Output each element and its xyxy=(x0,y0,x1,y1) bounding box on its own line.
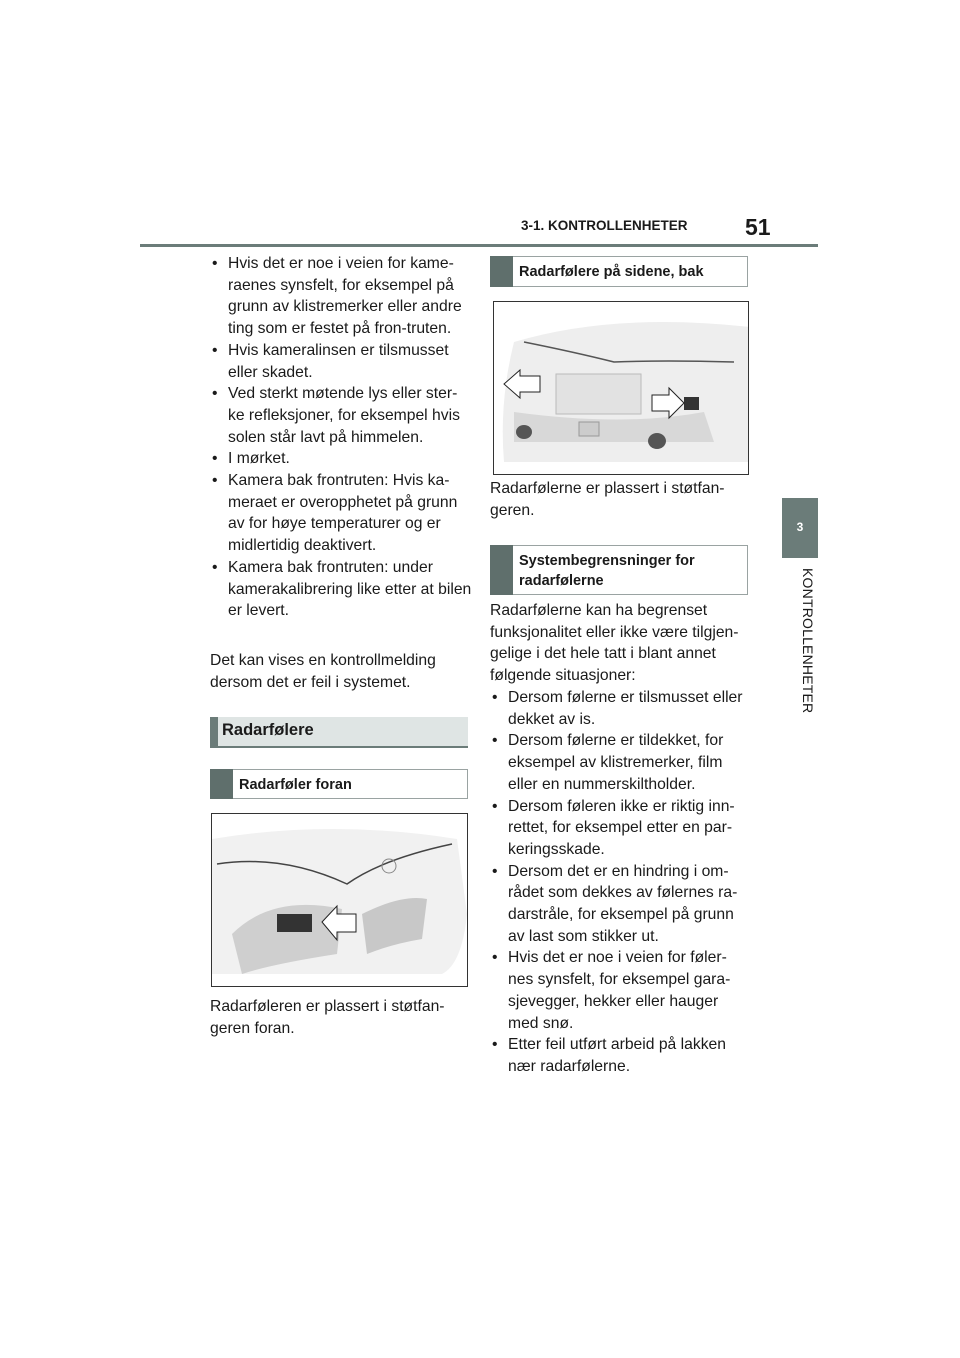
subheading-text: Systembegrensninger for radarfølerne xyxy=(519,553,695,589)
section-title: 3-1. KONTROLLENHETER xyxy=(521,218,688,233)
list-item: • Hvis kameralinsen er tilsmusset eller skadet. xyxy=(210,340,472,383)
paragraph: Radarfølerne kan ha begrenset funksjonalitet eller ikke være tilgjen-gelige i det hele tatt i blant annet følgende situasjoner: xyxy=(490,602,739,685)
list-item: • Dersom følerne er tilsmusset eller dekket av is. xyxy=(490,687,752,730)
list-item: • Dersom følerne er tildekket, for eksempel av klistremerker, film eller en nummerskiltholder. xyxy=(490,730,752,795)
list-item: • Hvis det er noe i veien for kame-raenes synsfelt, for eksempel på grunn av klistremerker eller andre ting som er festet på fron-truten. xyxy=(210,253,472,340)
section-heading xyxy=(210,717,468,748)
subheading-text: Radarfølere på sidene, bak xyxy=(519,264,704,280)
camera-limitations-list xyxy=(210,253,472,622)
chapter-tab-label: KONTROLLENHETER xyxy=(800,568,816,714)
subheading xyxy=(490,256,748,287)
front-radar-illustration xyxy=(211,813,468,987)
paragraph: Det kan vises en kontrollmelding dersom det er feil i systemet. xyxy=(210,652,436,691)
header-divider xyxy=(140,244,818,247)
heading-text: Radarfølere xyxy=(222,721,314,739)
subheading-text: Radarføler foran xyxy=(239,777,352,793)
rear-radar-illustration xyxy=(493,301,749,475)
list-item: • Ved sterkt møtende lys eller ster-ke refleksjoner, for eksempel hvis solen står lavt på himmelen. xyxy=(210,383,472,448)
list-item: • I mørket. xyxy=(210,448,472,470)
caption: Radarfølerne er plassert i støtfan-geren. xyxy=(490,480,725,519)
list-item: • Kamera bak frontruten: Hvis ka-meraet er overopphetet på grunn av for høye temperaturer og er midlertidig deaktivert. xyxy=(210,470,472,557)
radar-limitations-list xyxy=(490,687,752,1078)
list-item: • Dersom føleren ikke er riktig inn-rettet, for eksempel etter en par-keringsskade. xyxy=(490,796,752,861)
caption: Radarføleren er plassert i støtfan-geren foran. xyxy=(210,998,445,1037)
list-item: • Etter feil utført arbeid på lakken nær radarfølerne. xyxy=(490,1034,752,1077)
subheading xyxy=(210,769,468,799)
list-item: • Kamera bak frontruten: under kamerakalibrering like etter at bilen er levert. xyxy=(210,557,472,622)
chapter-tab: 3 xyxy=(782,498,818,558)
page-number: 51 xyxy=(745,214,771,240)
list-item: • Hvis det er noe i veien for føler-nes synsfelt, for eksempel gara-sjevegger, hekker eller hauger med snø. xyxy=(490,947,752,1034)
list-item: • Dersom det er en hindring i om-rådet som dekkes av følernes ra-darstråle, for eksempel på grunn av last som stikker ut. xyxy=(490,861,752,948)
subheading xyxy=(490,545,748,595)
